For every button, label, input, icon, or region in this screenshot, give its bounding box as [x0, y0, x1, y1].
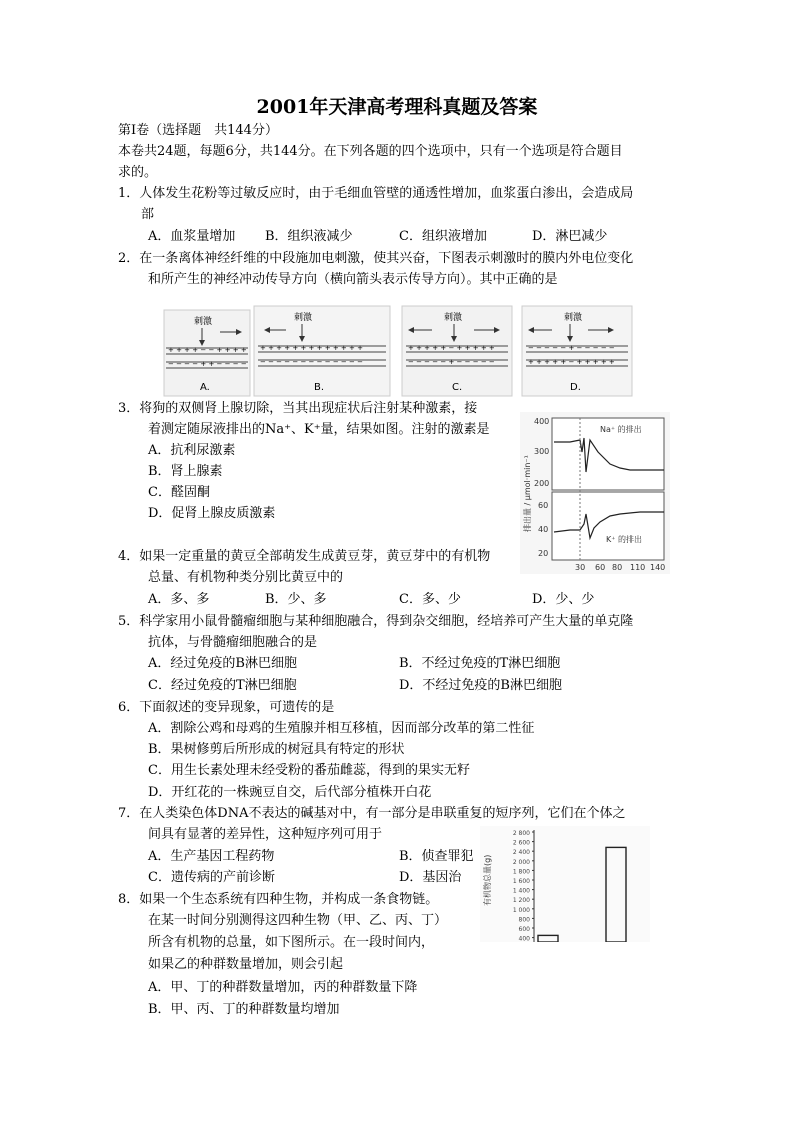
q4-option-c[interactable]: C．多、少	[399, 592, 461, 607]
x-tick-5: 140	[650, 563, 666, 572]
q6-option-a[interactable]: A．割除公鸡和母鸡的生殖腺并相互移植，因而部分改革的第二性征	[148, 721, 535, 736]
intro-line-1: 本卷共24题，每题6分，共144分。在下列各题的四个选项中，只有一个选项是符合题目	[118, 144, 623, 159]
q3-stem-1: 3．将狗的双侧肾上腺切除，当其出现症状后注射某种激素，接	[118, 401, 478, 416]
q3-chart-ylabel: 排出量 / μmol·min⁻¹	[523, 455, 532, 532]
svg-text:+ + + + − − + + + +: + + + + − − + + + +	[168, 346, 247, 354]
q8-stem-4: 如果乙的种群数量增加，则会引起	[148, 957, 344, 972]
y-tick-bottom-2: 40	[538, 525, 549, 534]
svg-text:+ + + + + − + + + + +: + + + + + − + + + + +	[528, 358, 615, 366]
q8-y-tick-2: 2 400	[512, 849, 530, 857]
panel-a-stim: 刺激	[194, 317, 213, 327]
q5-stem-1: 5．科学家用小鼠骨髓瘤细胞与某种细胞融合，得到杂交细胞，经培养可产生大量的单克隆	[118, 614, 634, 629]
q8-stem-3: 所含有机物的总量，如下图所示。在一段时间内，	[148, 935, 435, 950]
q5-option-a[interactable]: A．经过免疫的B淋巴细胞	[148, 656, 297, 671]
panel-d-stim: 刺激	[564, 313, 583, 323]
q4-stem-2: 总量、有机物种类分别比黄豆中的	[148, 570, 344, 585]
q8-y-tick-6: 1 400	[512, 887, 530, 895]
q1-stem-1: 1．人体发生花粉等过敏反应时，由于毛细血管壁的通透性增加，血浆蛋白渗出，会造成局	[118, 186, 634, 201]
q7-stem-1: 7．在人类染色体DNA不表达的碱基对中，有一部分是串联重复的短序列，它们在个体之	[118, 806, 626, 821]
q3-chart	[520, 412, 670, 574]
q2-figure	[162, 302, 634, 398]
q3-option-c[interactable]: C．醛固酮	[148, 485, 210, 500]
y-tick-top-3: 200	[534, 479, 550, 488]
x-tick-1: 30	[575, 563, 586, 572]
panel-c-label: C.	[452, 382, 463, 393]
q8-y-tick-1: 2 600	[512, 839, 530, 847]
panel-c	[402, 306, 512, 396]
q8-y-tick-8: 1 000	[512, 906, 530, 914]
q8-option-b[interactable]: B．甲、丙、丁的种群数量均增加	[148, 1002, 340, 1017]
q1-option-c[interactable]: C．组织液增加	[399, 229, 487, 244]
q6-option-d[interactable]: D．开红花的一株豌豆自交，后代部分植株开白花	[148, 785, 432, 800]
q4-option-d[interactable]: D．少、少	[532, 592, 595, 607]
k-label: K⁺ 的排出	[606, 535, 643, 544]
q3-option-d[interactable]: D．促肾上腺皮质激素	[148, 506, 276, 521]
section-heading: 第Ⅰ卷（选择题 共144分）	[118, 123, 278, 138]
q5-option-d[interactable]: D．不经过免疫的B淋巴细胞	[399, 678, 562, 693]
nerve-fiber-panels	[162, 302, 634, 398]
q1-option-d[interactable]: D．淋巴减少	[532, 229, 608, 244]
panel-d-label: D.	[570, 382, 581, 393]
q8-y-tick-5: 1 600	[512, 878, 530, 885]
q8-y-tick-11: 400	[518, 935, 530, 942]
q1-option-b[interactable]: B．组织液减少	[265, 229, 353, 244]
q5-option-b[interactable]: B．不经过免疫的T淋巴细胞	[399, 656, 561, 671]
x-tick-3: 80	[612, 563, 623, 572]
q5-stem-2: 抗体，与骨髓瘤细胞融合的是	[148, 635, 318, 650]
q8-y-tick-4: 1 800	[512, 868, 530, 876]
q8-stem-2: 在某一时间分别测得这四种生物（甲、乙、丙、丁）	[148, 913, 448, 928]
q6-stem: 6．下面叙述的变异现象，可遗传的是	[118, 700, 335, 715]
q2-stem-2: 和所产生的神经冲动传导方向（横向箭头表示传导方向）。其中正确的是	[148, 272, 558, 287]
q7-option-c[interactable]: C．遗传病的产前诊断	[148, 870, 275, 885]
q2-stem-1: 2．在一条离体神经纤维的中段施加电刺激，使其兴奋，下图表示刺激时的膜内外电位变化	[118, 251, 634, 266]
na-label: Na⁺ 的排出	[600, 425, 642, 434]
q8-y-tick-9: 800	[518, 916, 530, 924]
y-tick-bottom-1: 60	[538, 501, 549, 510]
paper-title: 2001年天津高考理科真题及答案	[256, 96, 538, 118]
panel-d	[522, 306, 632, 396]
svg-text:+ + + + + − + + + + +: + + + + + − + + + + +	[408, 344, 495, 352]
q4-option-a[interactable]: A．多、多	[148, 592, 210, 607]
q7-option-b[interactable]: B．侦查罪犯	[399, 849, 474, 864]
svg-text:− − − − − − − − − − − − −: − − − − − − − − − − − − −	[260, 358, 363, 366]
q8-y-tick-7: 1 200	[512, 897, 530, 905]
q3-option-b[interactable]: B．肾上腺素	[148, 464, 223, 479]
q1-stem-2: 部	[141, 207, 155, 222]
y-tick-top-1: 400	[534, 417, 550, 426]
q8-option-a[interactable]: A．甲、丁的种群数量增加，丙的种群数量下降	[148, 980, 418, 995]
y-tick-top-2: 300	[534, 447, 550, 456]
q7-stem-2: 间具有显著的差异性，这种短序列可用于	[148, 827, 383, 842]
panel-b-label: B.	[314, 382, 325, 393]
q4-option-b[interactable]: B．少、多	[265, 592, 327, 607]
q8-stem-1: 8．如果一个生态系统有四种生物，并构成一条食物链。	[118, 892, 439, 907]
panel-a	[164, 310, 250, 396]
svg-text:+ + + + + + + + + + + + +: + + + + + + + + + + + + +	[260, 344, 363, 352]
q3-option-a[interactable]: A．抗利尿激素	[148, 443, 236, 458]
svg-text:− − − − + + − − − −: − − − − + + − − − −	[168, 360, 247, 368]
y-tick-bottom-3: 20	[538, 549, 549, 558]
intro-line-2: 求的。	[118, 165, 158, 180]
q6-option-b[interactable]: B．果树修剪后所形成的树冠具有特定的形状	[148, 742, 405, 757]
panel-b	[254, 306, 390, 396]
q4-stem-1: 4．如果一定重量的黄豆全部萌发生成黄豆芽，黄豆芽中的有机物	[118, 549, 491, 564]
panel-a-label: A.	[200, 382, 210, 393]
x-tick-4: 110	[630, 563, 646, 572]
q6-option-c[interactable]: C．用生长素处理未经受粉的番茄雌蕊，得到的果实无籽	[148, 763, 470, 778]
q8-y-tick-3: 2 000	[512, 858, 530, 866]
q8-y-tick-10: 600	[518, 926, 530, 933]
q3-stem-2: 着测定随尿液排出的Na⁺、K⁺量，结果如图。注射的激素是	[148, 422, 490, 437]
q8-chart-ylabel: 有机物总量(g)	[483, 854, 492, 906]
q8-chart	[480, 826, 650, 942]
panel-c-stim: 刺激	[444, 313, 463, 323]
svg-text:− − − − − + − − − − −: − − − − − + − − − − −	[408, 358, 495, 366]
panel-b-stim: 刺激	[294, 313, 313, 323]
svg-text:− − − − − + − − − − −: − − − − − + − − − − −	[528, 344, 615, 352]
q1-option-a[interactable]: A．血浆量增加	[148, 229, 236, 244]
x-tick-2: 60	[595, 563, 606, 572]
q5-option-c[interactable]: C．经过免疫的T淋巴细胞	[148, 678, 297, 693]
q7-option-d[interactable]: D．基因治	[399, 870, 462, 885]
q7-option-a[interactable]: A．生产基因工程药物	[148, 849, 275, 864]
q8-y-tick-0: 2 800	[512, 830, 530, 837]
